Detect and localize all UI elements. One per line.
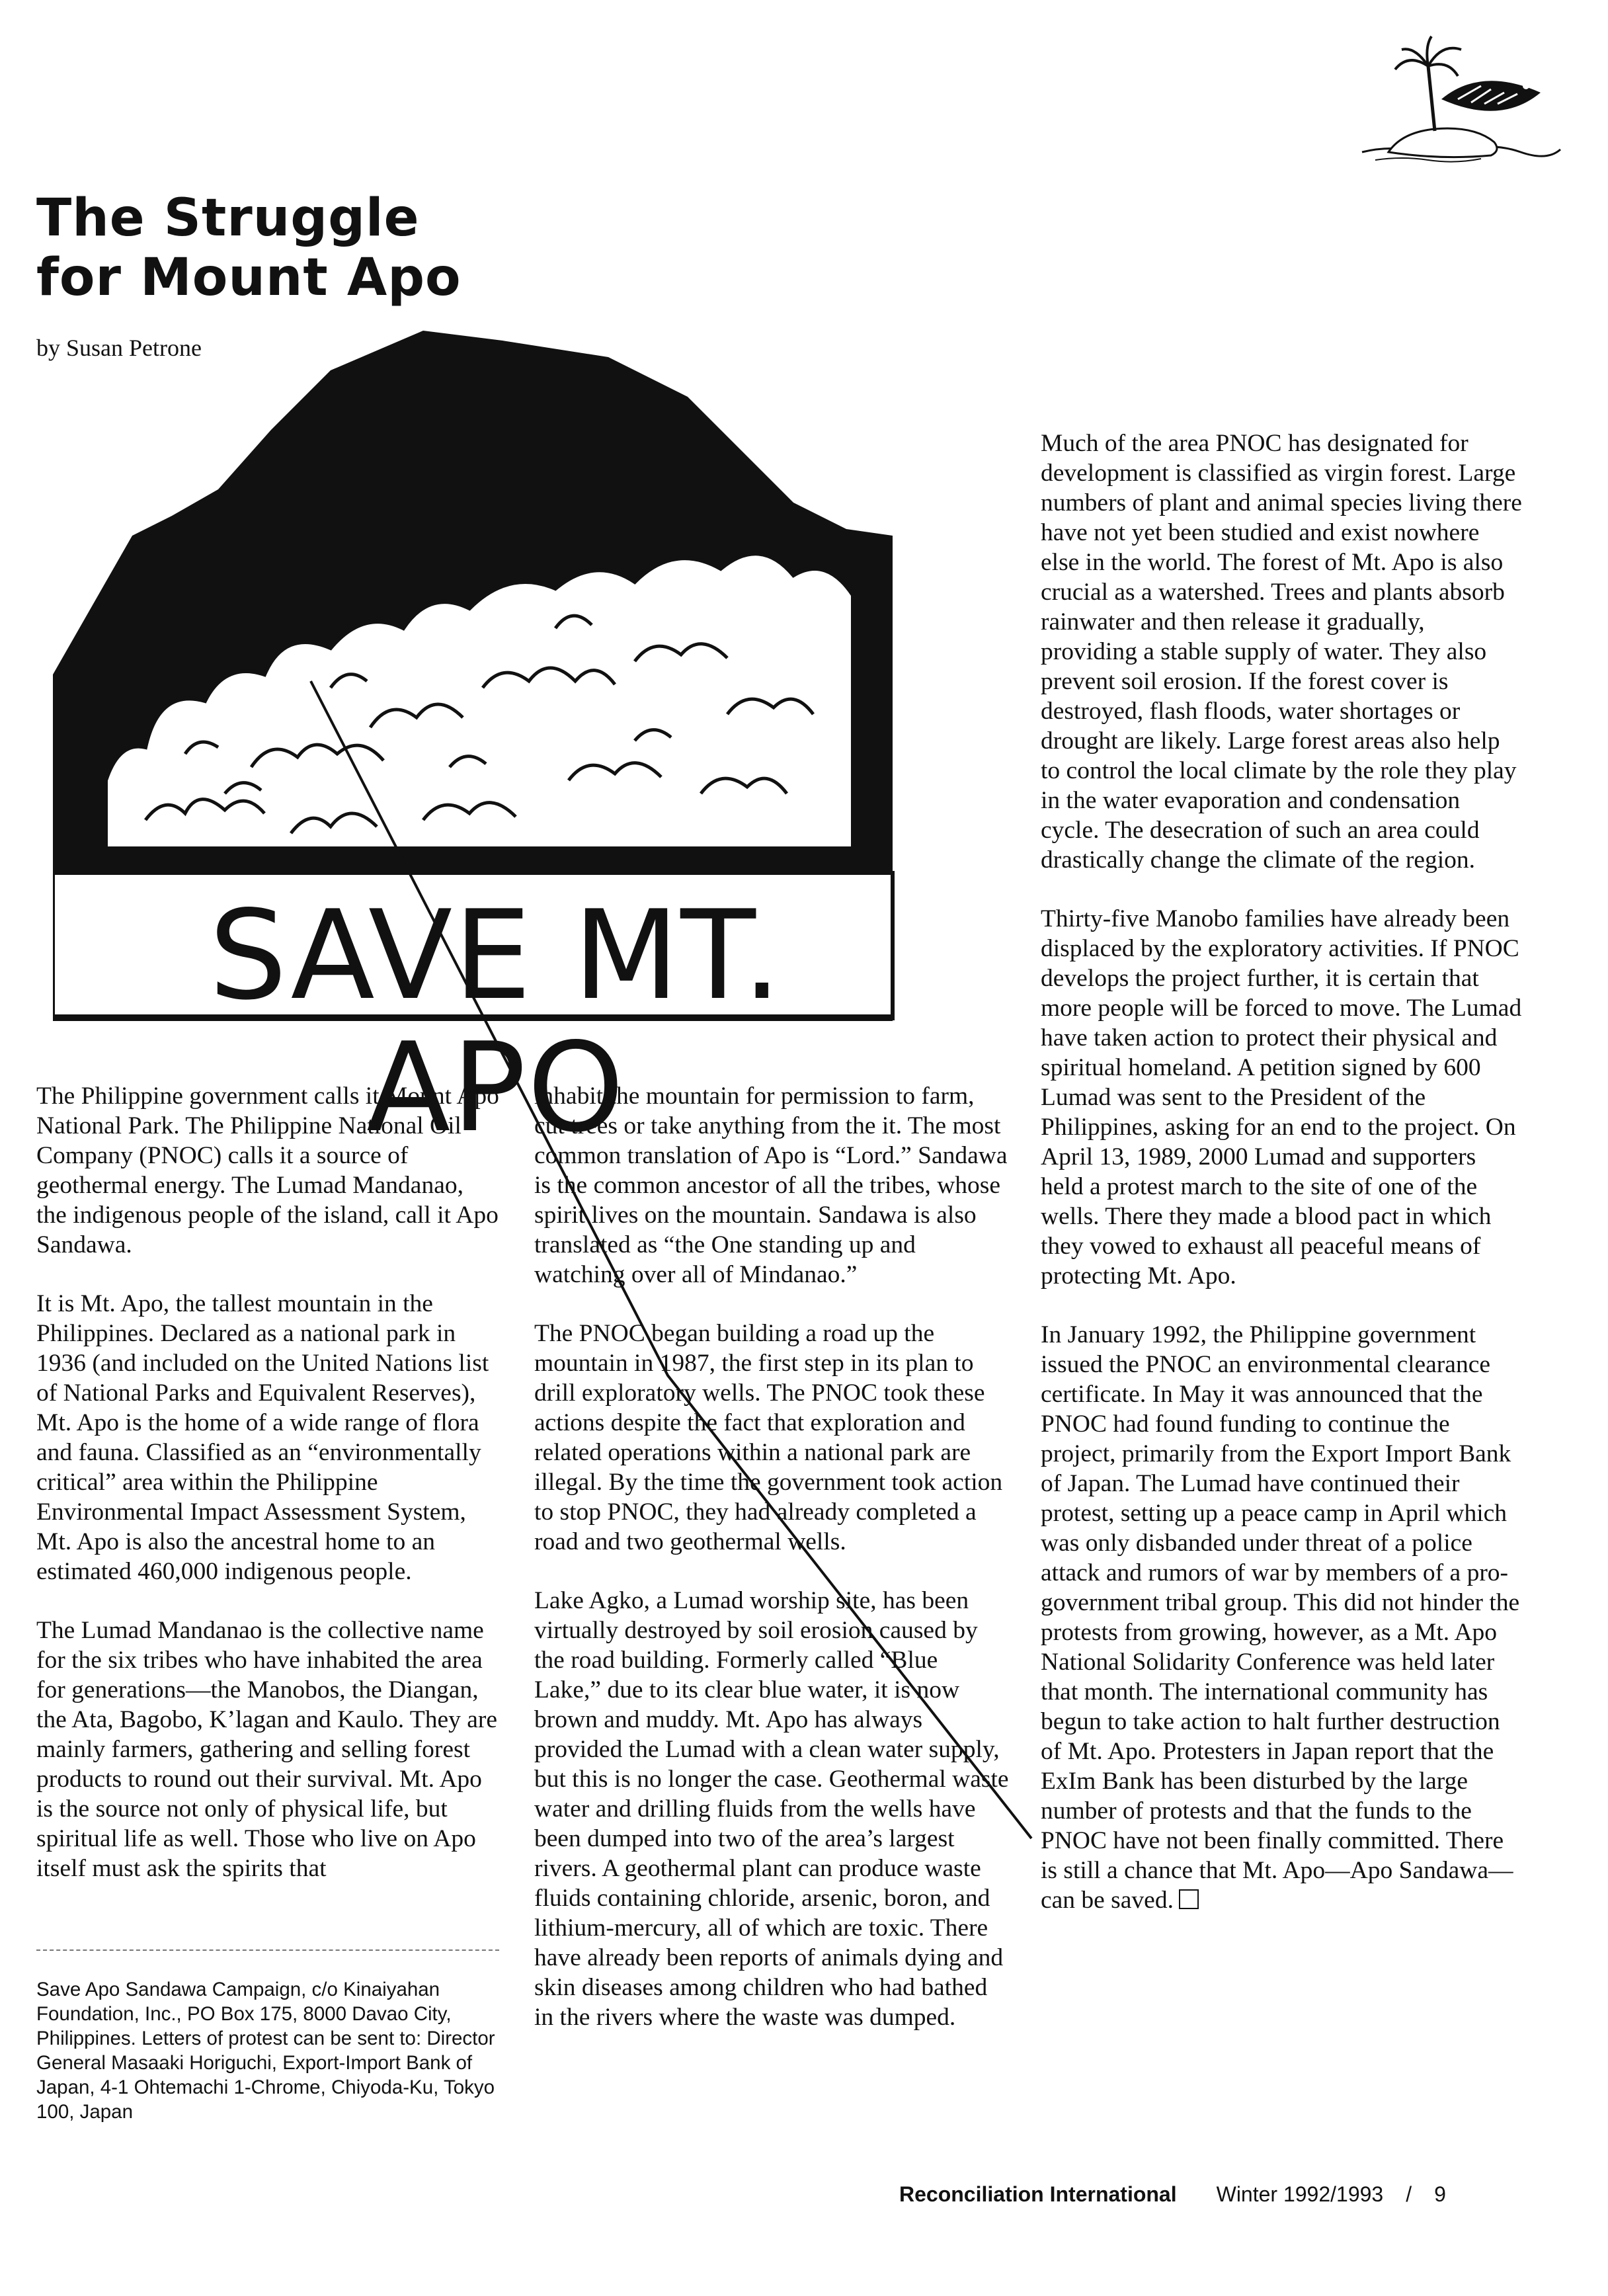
paragraph: The PNOC began building a road up the mountain in 1987, the first step in its plan to drill exploratory wells. The PNOC took these actions despite the fact that exploration and related operations within a national park are illegal. By the time the government took action to stop PNOC, they had already completed a road and two geothermal wells.	[534, 1320, 1003, 1555]
end-mark-icon	[1179, 1889, 1199, 1909]
paragraph: Thirty-five Manobo families have already been displaced by the exploratory activities. If PNOC develops the project further, it is certain that more people will be forced to move. The Lumad have taken action to protect their physical and spiritual homeland. A petition signed by 600 Lumad was sent to the President of the Philippines, asking for an end to the project. On April 13, 1989, 2000 Lumad and supporters held a protest march to the site of one of the wells. There they made a blood pact in which they vowed to exhaust all peaceful means of protecting Mt. Apo.	[1041, 905, 1522, 1290]
paragraph: Lake Agko, a Lumad worship site, has been virtually destroyed by soil erosion caused by the road building. Formerly called “Blue Lake,” due to its clear blue water, it is now brown and muddy. Mt. Apo has always provided the Lumad with a clean water supply, but this is no longer the case. Geothermal waste water and drilling fluids from the wells have been dumped into two of the area’s largest rivers. A geothermal plant can produce waste fluids containing chloride, arsenic, boron, and lithium-mercury, all of which are toxic. There have already been reports of animals dying and skin diseases among children who had bathed in the rivers where the waste was dumped.	[534, 1587, 1009, 2031]
magazine-name: Reconciliation International	[899, 2182, 1177, 2206]
paragraph: Much of the area PNOC has designated for development is classified as virgin forest. Large numbers of plant and animal species living there have not yet been studied and exist nowhere else in the world. The forest of Mt. Apo is also crucial as a watershed. Trees and plants absorb rainwater and then release it gradually, providing a stable supply of water. They also prevent soil erosion. If the forest cover is destroyed, flash floods, water shortages or drought are likely. Large forest areas also help to control the local climate by the role they play in the water evaporation and condensation cycle. The desecration of such an area could drastically change the climate of the region.	[1041, 430, 1522, 874]
paragraph: It is Mt. Apo, the tallest mountain in the Philippines. Declared as a national park in 1936 (and included on the United Nations list of National Parks and Equivalent Reserves), Mt. Apo is the home of a wide range of flora and fauna. Classified as an “environmentally critical” area within the Philippine Environmental Impact Assessment System, Mt. Apo is also the ancestral home to an estimated 460,000 indigenous people.	[36, 1290, 489, 1585]
paragraph	[1041, 1320, 1523, 1915]
paragraph: The Philippine government calls it Mount Apo National Park. The Philippine National Oil Company (PNOC) calls it a source of geothermal energy. The Lumad Mandanao, the indigenous people of the island, call it Apo Sandawa.	[36, 1083, 499, 1258]
title-line-2: for Mount Apo	[36, 248, 462, 308]
save-mt-apo-banner: SAVE MT. APO	[209, 883, 783, 1159]
footer-separator: /	[1406, 2182, 1412, 2206]
title-line-1: The Struggle	[36, 188, 420, 248]
footnote: Save Apo Sandawa Campaign, c/o Kinaiyahan Foundation, Inc., PO Box 175, 8000 Davao City, Philippines. Letters of protest can be sent to: Director General Masaaki Horiguchi, Export-Import Bank of Japan, 4-1 Ohtemachi 1-Chrome, Chiyoda-Ku, Tokyo 100, Japan	[36, 1979, 495, 2123]
article-title	[36, 188, 631, 308]
page-footer	[899, 2182, 1554, 2211]
page-number: 9	[1434, 2182, 1446, 2206]
column-2	[534, 1081, 1010, 2061]
column-1	[36, 1081, 499, 1912]
paragraph-text: In January 1992, the Philippine government issued the PNOC an environmental clearance certificate. In May it was announced that the PNOC had found funding to continue the project, primarily from the Export Import Bank of Japan. The Lumad have continued their protest, setting up a peace camp in April which was only disbanded under threat of a police attack and rumors of war by members of a pro-government tribal group. This did not hinder the protests from growing, however, as a Mt. Apo National Solidarity Conference was held later that month. The international community has begun to take action to halt further destruction of Mt. Apo. Protesters in Japan report that the ExIm Bank has been disturbed by the large number of protests and that the funds to the PNOC have not been finally committed. There is still a chance that Mt. Apo—Apo Sandawa—can be saved.	[1041, 1321, 1520, 1914]
issue-date: Winter 1992/1993	[1216, 2182, 1384, 2206]
paragraph: inhabit the mountain for permission to farm, cut trees or take anything from the it. The most common translation of Apo is “Lord.” Sandawa is the common ancestor of all the tribes, whose spirit lives on the mountain. Sandawa is also translated as “the One standing up and watching over all of Mindanao.”	[534, 1083, 1008, 1288]
paragraph: The Lumad Mandanao is the collective name for the six tribes who have inhabited the area for generations—the Manobos, the Diangan, the Ata, Bagobo, K’lagan and Kaulo. They are mainly farmers, gathering and selling forest products to round out their survival. Mt. Apo is the source not only of physical life, but spiritual life as well. Those who live on Apo itself must ask the spirits that	[36, 1617, 498, 1882]
island-logo	[1349, 20, 1567, 179]
footnote-divider	[36, 1949, 499, 1951]
column-3	[1041, 429, 1523, 1944]
byline: by Susan Petrone	[36, 335, 202, 361]
